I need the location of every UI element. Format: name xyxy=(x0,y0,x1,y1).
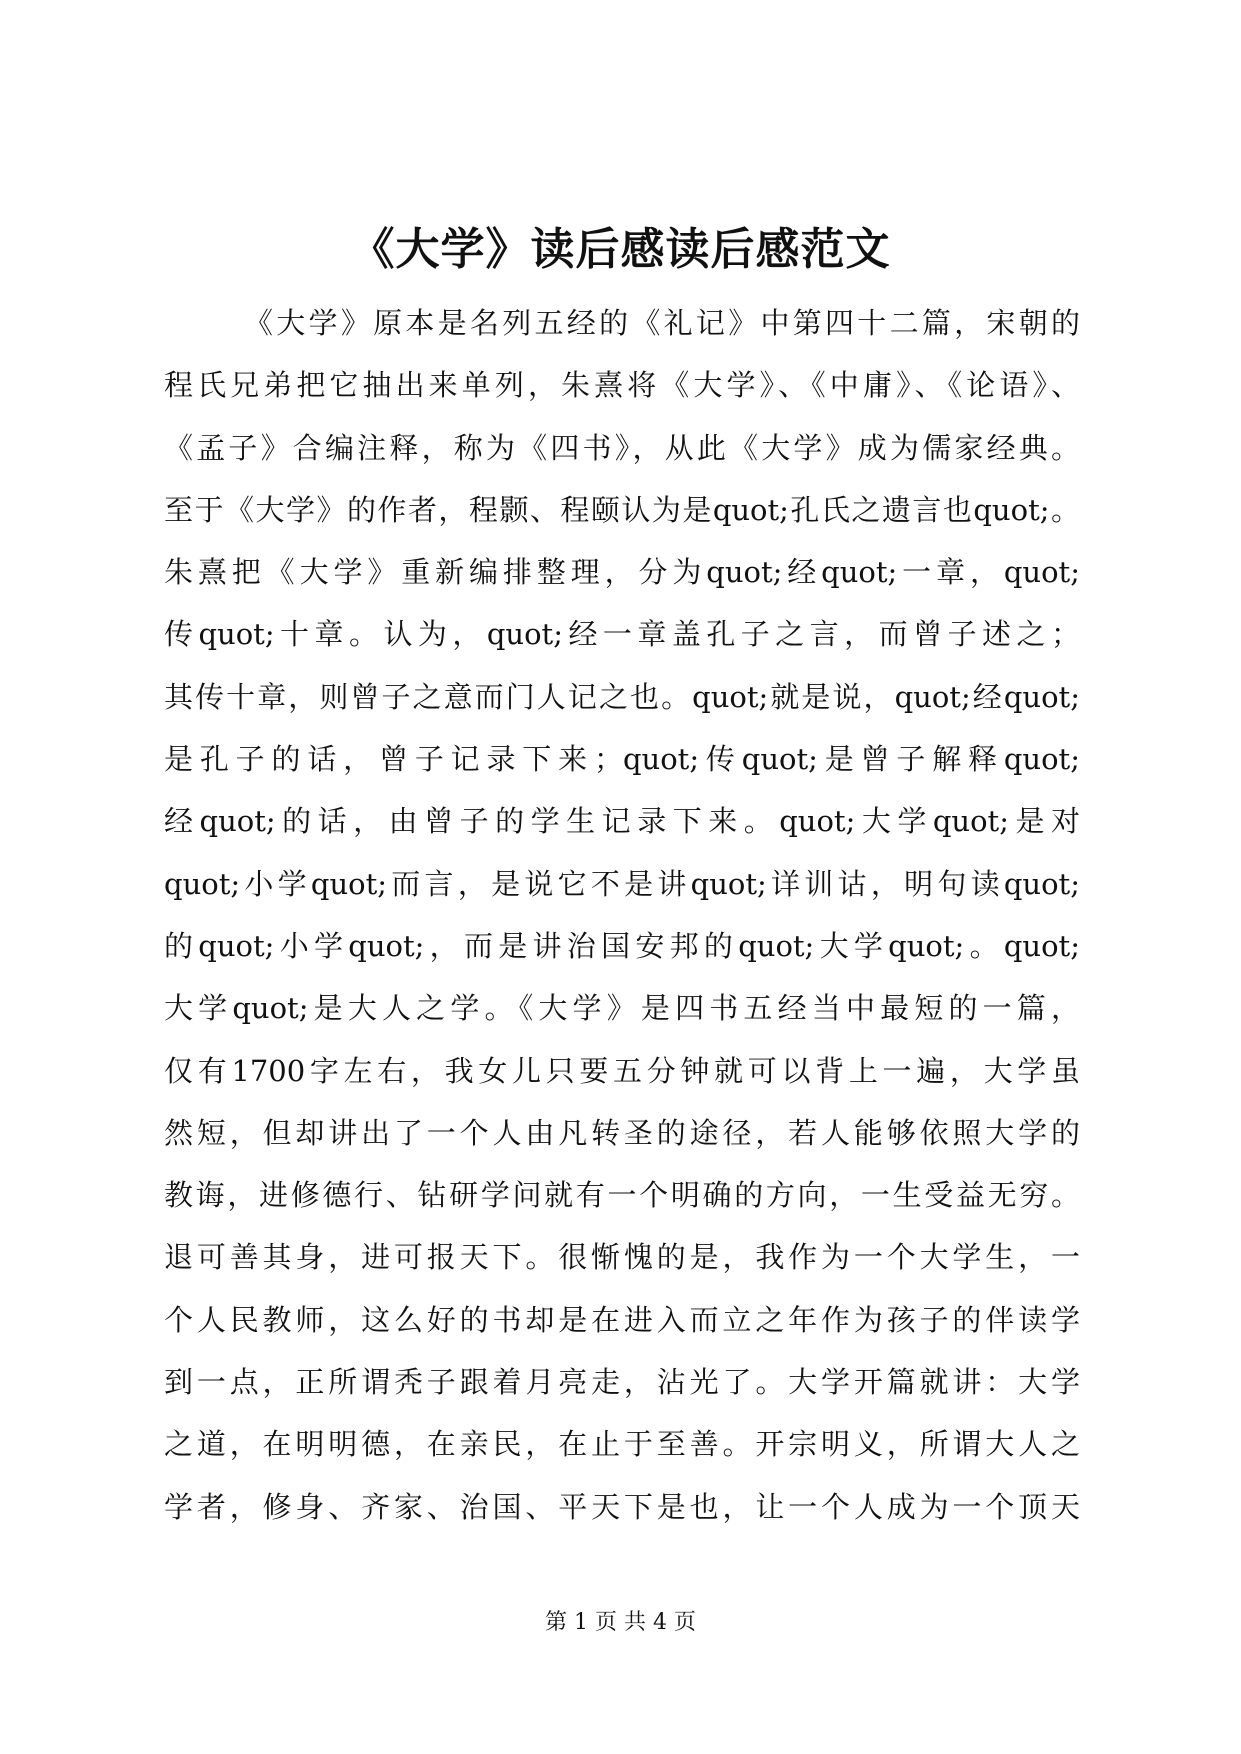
body-line: 仅有1700字左右，我女儿只要五分钟就可以背上一遍，大学虽 xyxy=(164,1053,1080,1088)
body-line: 退可善其身，进可报天下。很惭愧的是，我作为一个大学生，一 xyxy=(164,1240,1080,1275)
body-line: 传quot;十章。认为，quot;经一章盖孔子之言，而曾子述之； xyxy=(164,617,1080,652)
body-text xyxy=(164,292,1080,1538)
body-line: 学者，修身、齐家、治国、平天下是也，让一个人成为一个顶天 xyxy=(164,1489,1080,1524)
body-line: 经quot;的话，由曾子的学生记录下来。quot;大学quot;是对 xyxy=(164,804,1080,839)
body-line: 是孔子的话，曾子记录下来；quot;传quot;是曾子解释quot; xyxy=(164,742,1080,777)
body-line: 教诲，进修德行、钻研学问就有一个明确的方向，一生受益无穷。 xyxy=(164,1178,1080,1213)
body-line: 个人民教师，这么好的书却是在进入而立之年作为孩子的伴读学 xyxy=(164,1302,1080,1337)
body-line: 至于《大学》的作者，程颢、程颐认为是quot;孔氏之遗言也quot;。 xyxy=(164,492,1080,527)
body-line: 之道，在明明德，在亲民，在止于至善。开宗明义，所谓大人之 xyxy=(164,1427,1080,1462)
page-number-footer: 第 1 页 共 4 页 xyxy=(545,1610,696,1635)
body-line: 朱熹把《大学》重新编排整理，分为quot;经quot;一章，quot; xyxy=(164,555,1080,590)
body-line: 到一点，正所谓秃子跟着月亮走，沾光了。大学开篇就讲：大学 xyxy=(164,1365,1080,1400)
body-line: 大学quot;是大人之学。《大学》是四书五经当中最短的一篇， xyxy=(164,991,1080,1026)
body-line: 然短，但却讲出了一个人由凡转圣的途径，若人能够依照大学的 xyxy=(164,1115,1080,1150)
body-line: 其传十章，则曾子之意而门人记之也。quot;就是说，quot;经quot; xyxy=(164,679,1080,714)
body-line: 《孟子》合编注释，称为《四书》，从此《大学》成为儒家经典。 xyxy=(164,430,1080,465)
document-title: 《大学》读后感读后感范文 xyxy=(350,224,891,275)
body-line: 的quot;小学quot;，而是讲治国安邦的quot;大学quot;。quot; xyxy=(164,928,1080,963)
body-line: 程氏兄弟把它抽出来单列，朱熹将《大学》、《中庸》、《论语》、 xyxy=(164,368,1080,403)
body-line: 《大学》原本是名列五经的《礼记》中第四十二篇，宋朝的 xyxy=(244,306,1080,340)
body-line: quot;小学quot;而言，是说它不是讲quot;详训诂，明句读quot; xyxy=(164,866,1080,901)
